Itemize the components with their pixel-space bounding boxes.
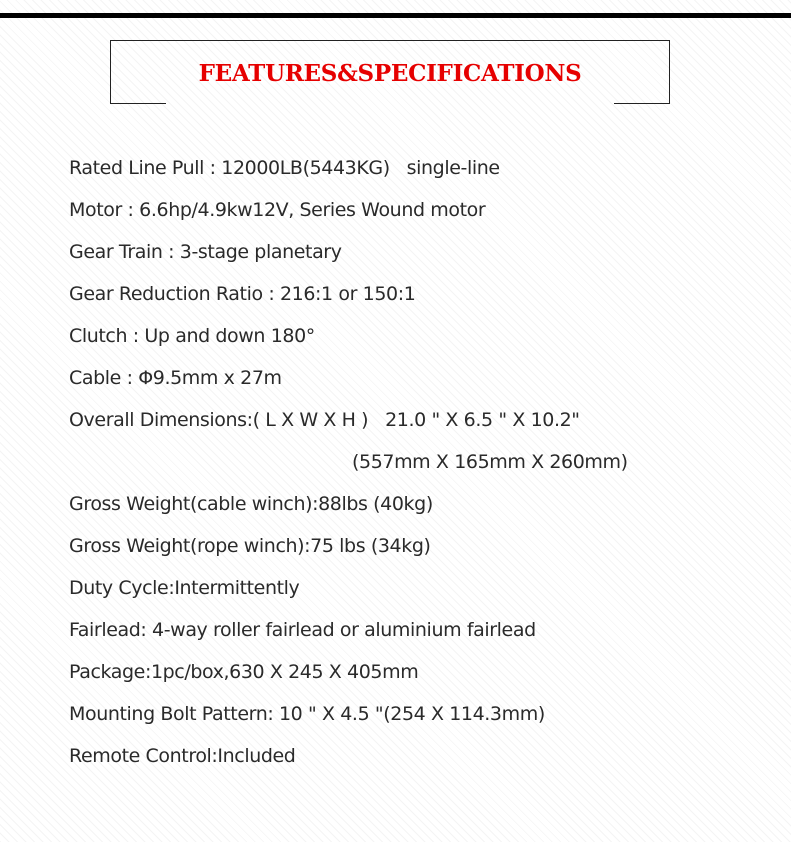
spec-duty-cycle: Duty Cycle:Intermittently	[69, 577, 300, 599]
spec-mounting-bolt-pattern: Mounting Bolt Pattern: 10 " X 4.5 "(254 X 114.3mm)	[69, 703, 545, 725]
frame-bottom-left-line	[110, 103, 166, 104]
top-divider-bar	[0, 13, 791, 18]
spec-gear-train: Gear Train : 3-stage planetary	[69, 241, 342, 263]
page-title: FEATURES&SPECIFICATIONS	[198, 60, 582, 87]
spec-overall-dimensions-metric: (557mm X 165mm X 260mm)	[352, 451, 628, 473]
spec-list	[69, 147, 769, 777]
spec-package: Package:1pc/box,630 X 245 X 405mm	[69, 661, 419, 683]
frame-bottom-right-line	[614, 103, 670, 104]
spec-remote-control: Remote Control:Included	[69, 745, 296, 767]
spec-fairlead: Fairlead: 4-way roller fairlead or aluminium fairlead	[69, 619, 536, 641]
spec-cable: Cable : Φ9.5mm x 27m	[69, 367, 282, 389]
spec-gross-weight-rope: Gross Weight(rope winch):75 lbs (34kg)	[69, 535, 431, 557]
title-frame	[110, 40, 670, 104]
spec-overall-dimensions: Overall Dimensions:( L X W X H ) 21.0 " X 6.5 " X 10.2"	[69, 409, 580, 431]
spec-clutch: Clutch : Up and down 180°	[69, 325, 315, 347]
spec-gross-weight-cable: Gross Weight(cable winch):88lbs (40kg)	[69, 493, 433, 515]
spec-gear-reduction-ratio: Gear Reduction Ratio : 216:1 or 150:1	[69, 283, 416, 305]
spec-rated-line-pull: Rated Line Pull : 12000LB(5443KG) single-line	[69, 157, 500, 179]
spec-motor: Motor : 6.6hp/4.9kw12V, Series Wound motor	[69, 199, 486, 221]
